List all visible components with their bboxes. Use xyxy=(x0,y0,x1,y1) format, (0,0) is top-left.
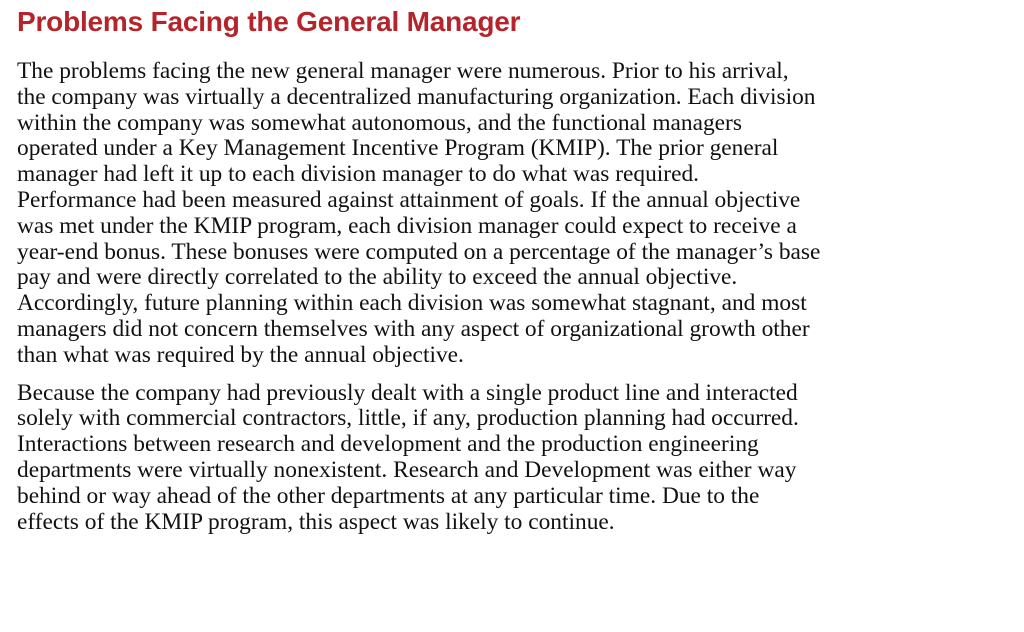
paragraph-line: than what was required by the annual objective. xyxy=(17,341,464,368)
paragraph-1 xyxy=(17,59,1014,369)
paragraph-line: The problems facing the new general manager were numerous. Prior to his arrival, xyxy=(17,58,789,84)
paragraph-line: managers did not concern themselves with any aspect of organizational growth other xyxy=(17,315,810,342)
paragraph-line: Accordingly, future planning within each division was somewhat stagnant, and most xyxy=(17,290,807,317)
paragraph-line: effects of the KMIP program, this aspect was likely to continue. xyxy=(17,508,615,535)
paragraph-line: manager had left it up to each division manager to do what was required. xyxy=(17,161,700,188)
paragraph-line: within the company was somewhat autonomous, and the functional managers xyxy=(17,109,742,136)
paragraph-2 xyxy=(17,381,1014,536)
section-heading: Problems Facing the General Manager xyxy=(17,6,521,37)
paragraph-line: year-end bonus. These bonuses were computed on a percentage of the manager’s base xyxy=(17,238,821,265)
paragraph-line: operated under a Key Management Incentive Program (KMIP). The prior general xyxy=(17,135,779,162)
paragraph-line: was met under the KMIP program, each division manager could expect to receive a xyxy=(17,212,797,239)
paragraph-line: pay and were directly correlated to the ability to exceed the annual objective. xyxy=(17,264,738,291)
paragraph-line: departments were virtually nonexistent. Research and Development was either way xyxy=(17,456,797,483)
paragraph-line: behind or way ahead of the other departments at any particular time. Due to the xyxy=(17,482,760,509)
paragraph-line: solely with commercial contractors, little, if any, production planning had occurred. xyxy=(17,405,799,432)
paragraph-line: Because the company had previously dealt with a single product line and interacted xyxy=(17,379,798,406)
paragraph-line: the company was virtually a decentralized manufacturing organization. Each division xyxy=(17,83,816,110)
paragraph-line: Performance had been measured against attainment of goals. If the annual objective xyxy=(17,186,801,213)
paragraph-line: Interactions between research and development and the production engineering xyxy=(17,431,759,458)
